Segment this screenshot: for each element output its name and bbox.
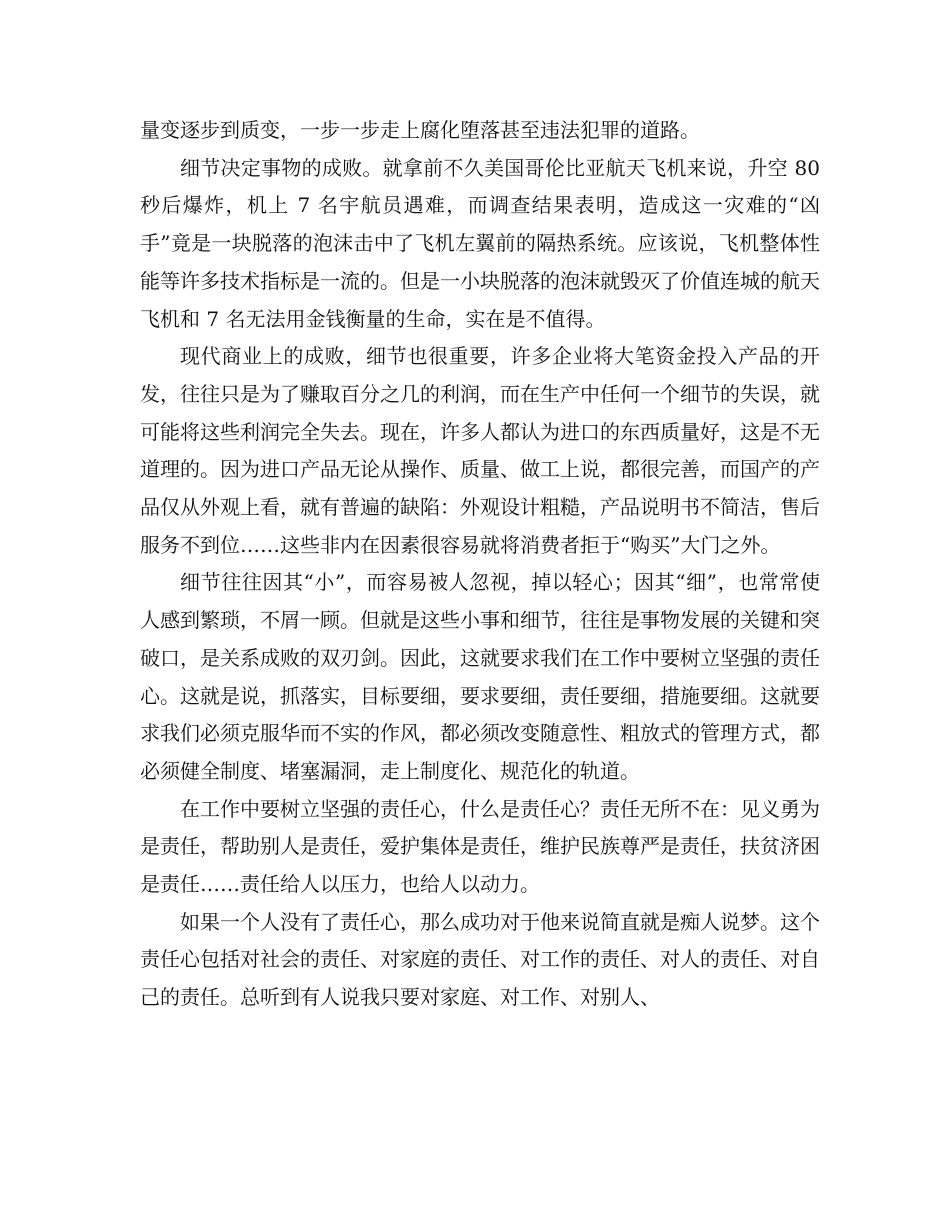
paragraph-responsibility-definition: 在工作中要树立坚强的责任心，什么是责任心？责任无所不在：见义勇为是责任，帮助别人是责任，爱护集体是责任，维护民族尊严是责任，扶贫济困是责任……责任给人以压力，也给人以动力。 (140, 796, 820, 897)
paragraph-modern-business: 现代商业上的成败，细节也很重要，许多企业将大笔资金投入产品的开发，往往只是为了赚取百分之几的利润，而在生产中任何一个细节的失误，就可能将这些利润完全失去。现在，许多人都认为进口的东西质量好，这是不无道理的。因为进口产品无论从操作、质量、做工上说，都很完善，而国产的产品仅从外观上看，就有普遍的缺陷：外观设计粗糙，产品说明书不简洁，售后服务不到位……这些非内在因素很容易就将消费者拒于“购买”大门之外。 (140, 344, 820, 557)
paragraph-continuation: 量变逐步到质变，一步一步走上腐化堕落甚至违法犯罪的道路。 (140, 118, 700, 142)
paragraph-details-decide-success: 细节决定事物的成败。就拿前不久美国哥伦比亚航天飞机来说，升空 80 秒后爆炸，机上 7 名宇航员遇难，而调查结果表明，造成这一灾难的“凶手”竟是一块脱落的泡沫击中了飞机左翼前的隔热系统。应该说，飞机整体性能等许多技术指标是一流的。但是一小块脱落的泡沫就毁灭了价值连城的航天飞机和 7 名无法用金钱衡量的生命，实在是不值得。 (140, 155, 820, 331)
paragraph-details-overlooked: 细节往往因其“小”，而容易被人忽视，掉以轻心；因其“细”，也常常使人感到繁琐，不屑一顾。但就是这些小事和细节，往往是事物发展的关键和突破口，是关系成败的双刃剑。因此，这就要求我们在工作中要树立坚强的责任心。这就是说，抓落实，目标要细，要求要细，责任要细，措施要细。这就要求我们必须克服华而不实的作风，都必须改变随意性、粗放式的管理方式，都必须健全制度、堵塞漏洞，走上制度化、规范化的轨道。 (140, 570, 820, 783)
paragraph-without-responsibility: 如果一个人没有了责任心，那么成功对于他来说简直就是痴人说梦。这个责任心包括对社会的责任、对家庭的责任、对工作的责任、对人的责任、对自己的责任。总听到有人说我只要对家庭、对工作、对别人、 (140, 909, 820, 1010)
document-body (140, 112, 820, 1017)
